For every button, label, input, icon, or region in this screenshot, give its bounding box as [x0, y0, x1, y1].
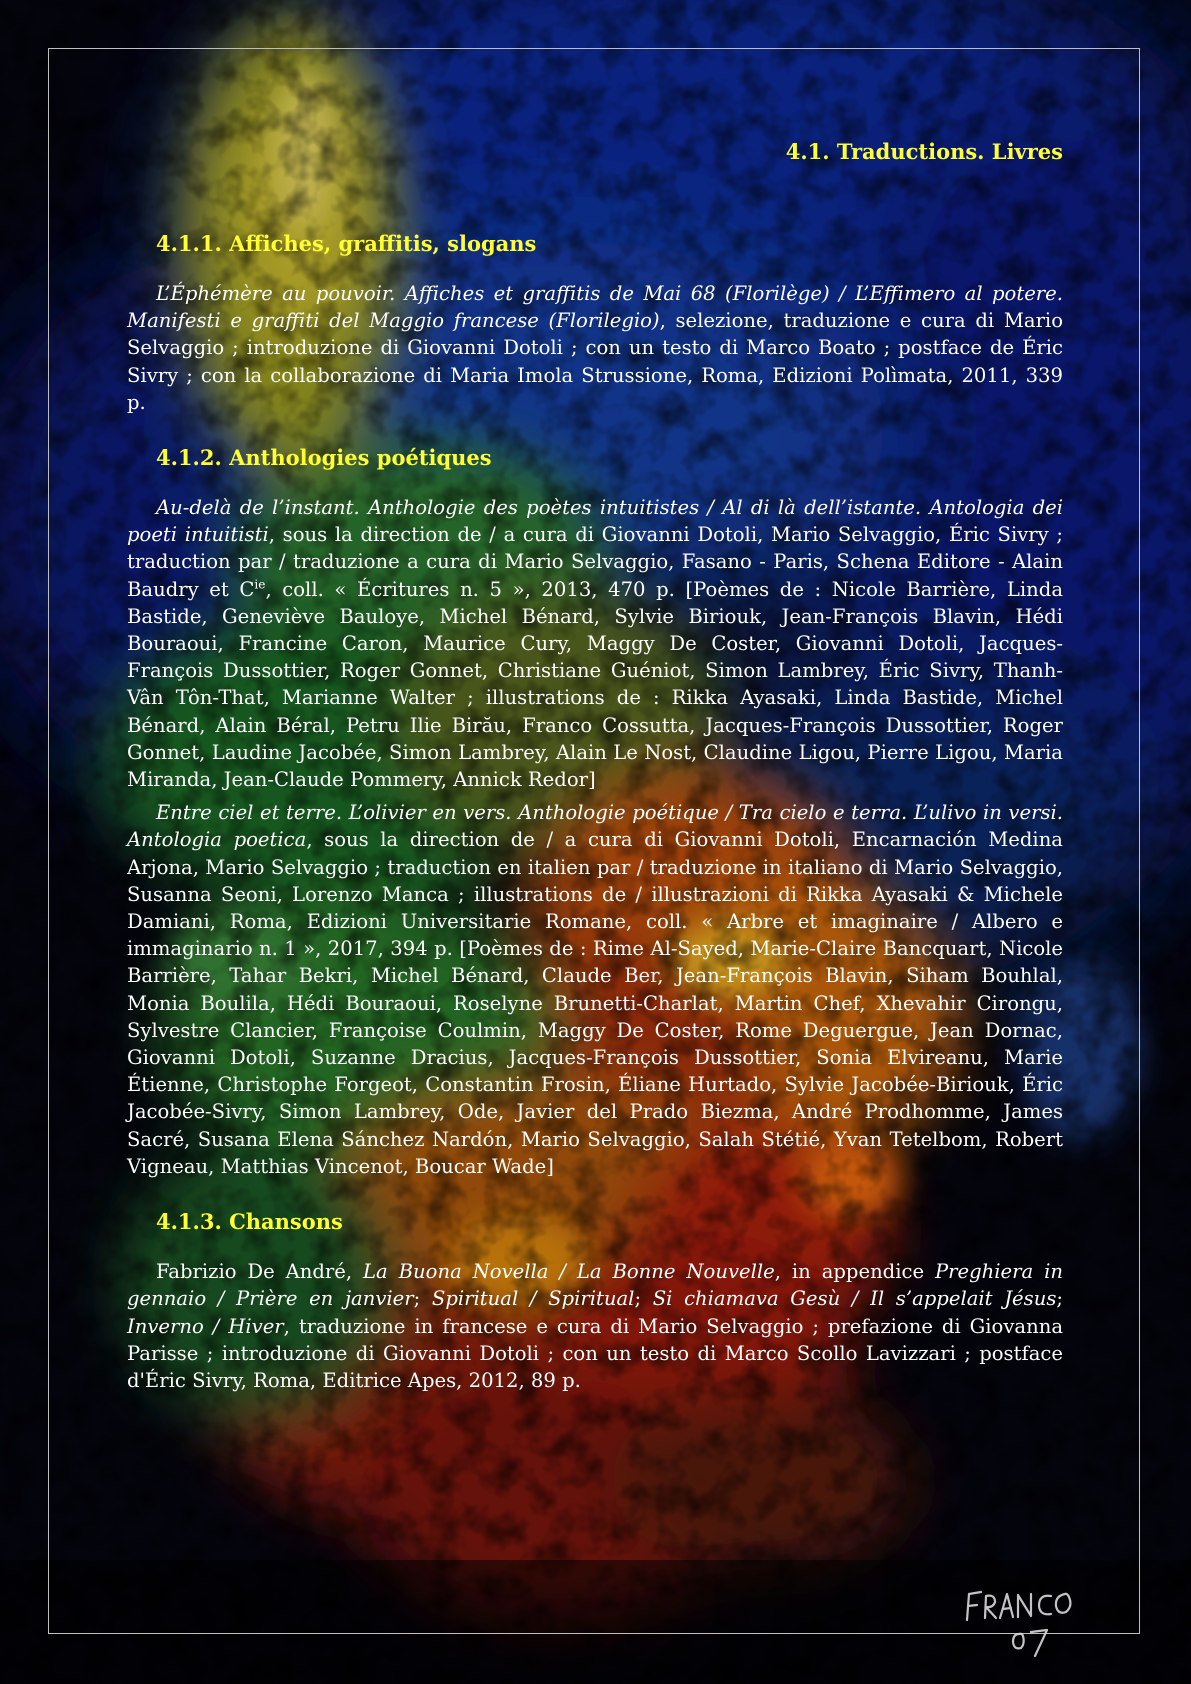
- entry-buona-novella: [127, 1258, 1063, 1394]
- italic-title: Spiritual / Spiritual: [431, 1287, 635, 1311]
- page-content: [127, 138, 1063, 1394]
- entry-text: , coll. « Écritures n. 5 », 2013, 470 p. [Poèmes de : Nicole Barrière, Linda Bastide, Geneviève Bauloye, Michel Bénard, Sylvie Biriouk, Jean-François Blavin, Hédi Bouraoui, Francine Caron, Maurice Cury, Maggy De Coster, Giovanni Dotoli, Jacques-François Dussottier, Roger Gonnet, Christiane Guéniot, Simon Lambrey, Éric Sivry, Thanh-Vân Tôn-That, Marianne Walter ; illustrations de : Rikka Ayasaki, Linda Bastide, Michel Bénard, Alain Béral, Petru Ilie Birău, Franco Cossutta, Jacques-François Dussottier, Roger Gonnet, Laudine Jacobée, Simon Lambrey, Alain Le Nost, Claudine Ligou, Pierre Ligou, Maria Miranda, Jean-Claude Pommery, Annick Redor]: [127, 577, 1063, 792]
- entry-ephemere: [127, 280, 1063, 416]
- italic-title: Au-delà de l’instant. Anthologie des poètes intuitistes / Al di là dell’istante. Antologia dei poeti intuitisti: [127, 496, 1063, 547]
- superscript-text: ie: [254, 577, 266, 592]
- entry-text: ;: [1056, 1287, 1063, 1311]
- entry-text: , selezione, traduzione e cura di Mario Selvaggio ; introduzione di Giovanni Dotoli ; con un testo di Marco Boato ; postface de Éric Sivry ; con la collaborazione di Maria Imola Strussione, Roma, Edizioni Polìmata, 2011, 339 p.: [127, 309, 1063, 414]
- signature-franco: [955, 1580, 1085, 1660]
- italic-title: Inverno / Hiver: [127, 1314, 284, 1338]
- italic-title: Preghiera in gennaio / Prière en janvier: [127, 1260, 1063, 1311]
- entry-text: , in appendice: [774, 1260, 935, 1284]
- italic-title: La Buona Novella / La Bonne Nouvelle: [363, 1260, 775, 1284]
- entry-text: Fabrizio De André,: [156, 1260, 364, 1284]
- subsection-title-chansons: 4.1.3. Chansons: [156, 1209, 343, 1235]
- section-title: 4.1. Traductions. Livres: [785, 139, 1063, 164]
- entry-entre-ciel: [127, 799, 1063, 1180]
- entry-text: , sous la direction de / a cura di Giovanni Dotoli, Encarnación Medina Arjona, Mario Selvaggio ; traduction en italien par / traduzione in italiano di Mario Selvaggio, Susanna Seoni, Lorenzo Manca ; illustrations de / illustrazioni di Rikka Ayasaki & Michele Damiani, Roma, Edizioni Universitarie Romane, coll. « Arbre et imaginaire / Albero e immaginario n. 1 », 2017, 394 p. [Poèmes de : Rime Al-Sayed, Marie-Claire Bancquart, Nicole Barrière, Tahar Bekri, Michel Bénard, Claude Ber, Jean-François Blavin, Siham Bouhlal, Monia Boulila, Hédi Bouraoui, Roselyne Brunetti-Charlat, Martin Chef, Xhevahir Cirongu, Sylvestre Clancier, Françoise Coulmin, Maggy De Coster, Rome Deguergue, Jean Dornac, Giovanni Dotoli, Suzanne Dracius, Jacques-François Dussottier, Sonia Elvireanu, Marie Étienne, Christophe Forgeot, Constantin Frosin, Éliane Hurtado, Sylvie Jacobée-Biriouk, Éric Jacobée-Sivry, Simon Lambrey, Ode, Javier del Prado Biezma, André Prodhomme, James Sacré, Susana Elena Sánchez Nardón, Mario Selvaggio, Salah Stétié, Yvan Tetelbom, Robert Vigneau, Matthias Vincenot, Boucar Wade]: [127, 828, 1063, 1178]
- italic-title: L’Éphémère au pouvoir. Affiches et graffitis de Mai 68 (Florilège) / L’Effimero al potere. Manifesti e graffiti del Maggio francese (Florilegio): [127, 282, 1063, 333]
- entry-au-dela: [127, 494, 1063, 793]
- subsection-title-anthologies: 4.1.2. Anthologies poétiques: [156, 445, 492, 471]
- entry-text: ;: [413, 1287, 432, 1311]
- entry-text: , sous la direction de / a cura di Giovanni Dotoli, Mario Selvaggio, Éric Sivry ; traduction par / traduzione a cura di Mario Selvaggio, Fasano - Paris, Schena Editore - Alain Baudry et C: [127, 523, 1064, 601]
- subsection-title-affiches: 4.1.1. Affiches, graffitis, slogans: [156, 231, 537, 256]
- entry-text: , traduzione in francese e cura di Mario Selvaggio ; prefazione di Giovanna Parisse ; introduzione di Giovanni Dotoli ; con un testo di Marco Scollo Lavizzari ; postface d'Éric Sivry, Roma, Editrice Apes, 2012, 89 p.: [127, 1314, 1063, 1392]
- italic-title: Entre ciel et terre. L’olivier en vers. Anthologie poétique / Tra cielo e terra. L’ulivo in versi. Antologia poetica: [127, 801, 1063, 852]
- entry-text: ;: [634, 1287, 653, 1311]
- italic-title: Si chiamava Gesù / Il s’appelait Jésus: [652, 1287, 1057, 1311]
